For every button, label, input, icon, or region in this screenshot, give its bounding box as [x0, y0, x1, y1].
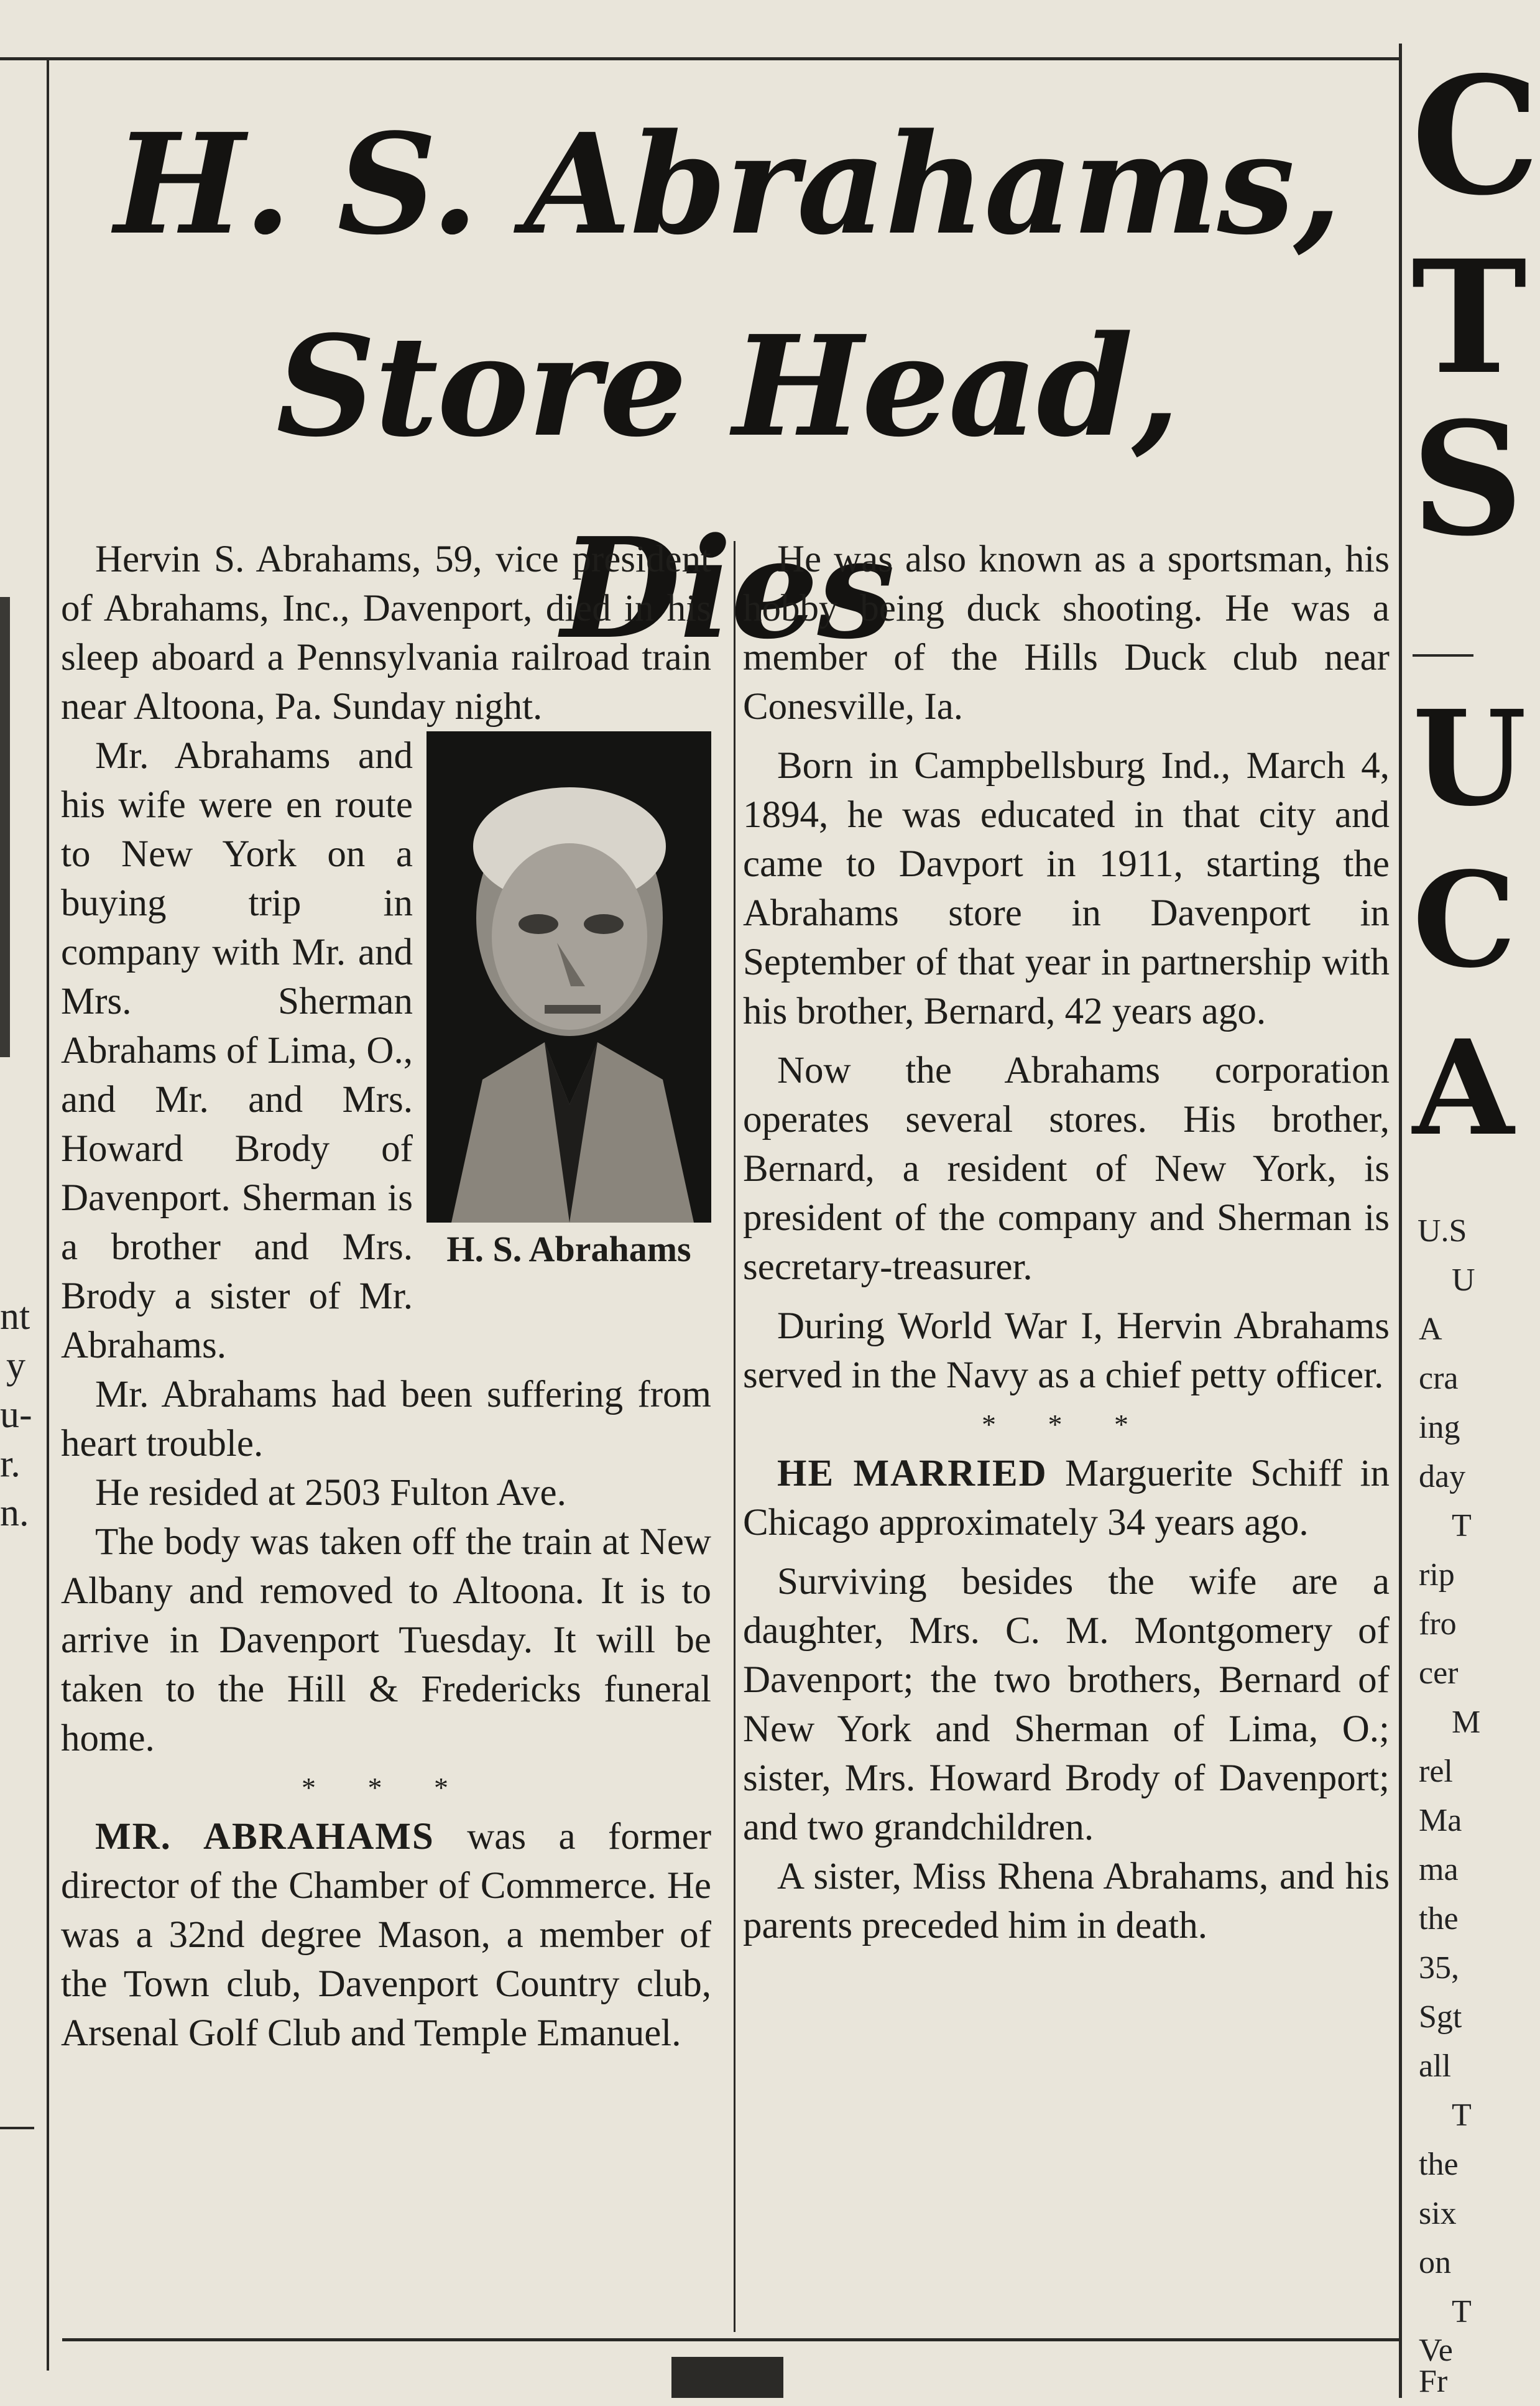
right-edge-fragment: U [1452, 1262, 1475, 1298]
paragraph [61, 1370, 711, 1468]
bottom-rule [62, 2338, 1399, 2341]
portrait-image [426, 731, 711, 1223]
section-stars: * * * [302, 1772, 471, 1803]
paragraph-text: The body was taken off the train at New Albany and removed to Altoona. It is to arrive in Davenport Tuesday. It will be taken to the Hill & Fredericks funeral home. [61, 1521, 711, 1759]
right-headline-fragment: U [1413, 682, 1527, 835]
right-headline-fragment: S [1411, 387, 1524, 570]
paragraph [743, 741, 1390, 1036]
paragraph [743, 1557, 1390, 1852]
paragraph [61, 1812, 711, 2058]
right-edge-fragment: cer [1419, 1655, 1459, 1691]
left-edge-fragment: nt [0, 1295, 30, 1338]
right-edge-fragment: the [1419, 1901, 1459, 1936]
paragraph-text: was a former director of the Chamber of Commerce. He was a 32nd degree Mason, a member of the Town club, Davenport Country club, Arsenal Golf Club and Temple Emanuel. [61, 1816, 712, 2054]
right-edge-fragment: Fr [1419, 2364, 1448, 2399]
paragraph-text: Mr. Abrahams and his wife were en route to New York on a buying trip in company with Mr. and Mrs. Sherman Abrahams of Lima, O., and Mr. and Mrs. Howard Brody of Davenport. Sherman is a brother and Mrs. Brody a sister of Mr. Abrahams. [61, 735, 413, 1366]
right-edge-fragment: T [1452, 2098, 1472, 2133]
paragraph-text: He was also known as a sportsman, his hobby being duck shooting. He was a member of the Hills Duck club near Conesville, Ia. [743, 539, 1390, 728]
right-headline-fragment: A [1413, 1011, 1514, 1165]
right-edge-fragment: ing [1419, 1410, 1460, 1445]
headline-line-2: Store Head, Dies [276, 306, 1179, 670]
paragraph-text: A sister, Miss Rhena Abrahams, and his parents preceded him in death. [743, 1856, 1390, 1946]
right-edge-fragment: T [1452, 1508, 1472, 1543]
paragraph [743, 1302, 1390, 1400]
section-stars: * * * [982, 1409, 1151, 1440]
paragraph [61, 535, 711, 731]
right-edge-fragment: all [1419, 2048, 1451, 2084]
paragraph [743, 1449, 1390, 1547]
left-edge-fragment: n. [0, 1492, 29, 1534]
paragraph-text: He resided at 2503 Fulton Ave. [95, 1472, 566, 1514]
paragraph-text: During World War I, Hervin Abrahams served in the Navy as a chief petty officer. [743, 1305, 1390, 1396]
left-edge-dark-bar [0, 597, 10, 1057]
right-edge-fragment: U.S [1418, 1213, 1467, 1249]
paragraph [61, 1468, 711, 1517]
right-edge-fragment: Ma [1419, 1803, 1462, 1838]
paragraph-text: Hervin S. Abrahams, 59, vice president of Abrahams, Inc., Davenport, died in his sleep aboard a Pennsylvania railroad train near Altoona, Pa. Sunday night. [61, 539, 711, 728]
right-headline-fragment: C [1413, 843, 1517, 997]
next-article-fragment [671, 2357, 783, 2398]
right-edge-fragment: fro [1419, 1606, 1457, 1642]
right-edge-fragment: M [1452, 1705, 1481, 1740]
right-headline-fragment: T [1411, 226, 1528, 409]
center-column-rule [734, 541, 735, 2332]
right-edge-fragment: ma [1419, 1852, 1459, 1887]
right-edge-fragment: Ve [1419, 2333, 1453, 2368]
right-edge-fragment: six [1419, 2196, 1457, 2231]
left-column-rule [47, 57, 49, 2371]
paragraph-lead: MR. ABRAHAMS [95, 1816, 435, 1858]
right-column-rule [1399, 44, 1402, 2398]
headline-line-1: H. S. Abrahams, [114, 104, 1340, 266]
right-edge-fragment: 35, [1419, 1950, 1459, 1986]
left-edge-fragment: y [6, 1344, 25, 1387]
portrait-photo [426, 731, 711, 1275]
left-edge-rule [0, 2127, 34, 2129]
paragraph-text: Born in Campbellsburg Ind., March 4, 1894, he was educated in that city and came to Davport in 1911, starting the Abrahams store in Davenport in September of that year in partnership with his brother, Bernard, 42 years ago. [743, 745, 1390, 1032]
paragraph-text: Now the Abrahams corporation operates several stores. His brother, Bernard, a resident of New York, is president of the company and Sherman is secretary-treasurer. [743, 1050, 1390, 1288]
paragraph-text: Mr. Abrahams had been suffering from heart trouble. [61, 1374, 711, 1464]
paragraph-text: Marguerite Schiff in Chicago approximately 34 years ago. [743, 1453, 1390, 1543]
left-edge-fragment: u- [0, 1394, 32, 1436]
right-edge-fragment: the [1419, 2147, 1459, 2182]
left-edge-fragment: r. [0, 1443, 21, 1485]
paragraph [61, 1517, 711, 1763]
article-column-left [61, 535, 711, 2058]
right-edge-fragment: rel [1419, 1754, 1453, 1789]
paragraph [743, 1852, 1390, 1950]
right-edge-fragment: Sgt [1419, 1999, 1462, 2035]
right-edge-fragment: rip [1419, 1557, 1455, 1593]
paragraph-lead: HE MARRIED [777, 1453, 1048, 1494]
right-edge-fragment: A [1419, 1312, 1442, 1347]
right-edge-fragment: day [1419, 1459, 1466, 1494]
right-section-rule [1413, 654, 1473, 657]
right-edge-fragment: cra [1419, 1361, 1459, 1396]
photo-caption: H. S. Abrahams [446, 1229, 691, 1269]
article-column-right [743, 535, 1390, 1950]
right-edge-fragment: on [1419, 2245, 1451, 2280]
right-edge-fragment: T [1452, 2294, 1472, 2330]
paragraph [743, 535, 1390, 731]
right-headline-fragment: C [1411, 42, 1540, 231]
top-rule [0, 57, 1399, 60]
paragraph-text: Surviving besides the wife are a daughter, Mrs. C. M. Montgomery of Davenport; the two brothers, Bernard of New York and Sherman of Lima, O.; sister, Mrs. Howard Brody of Davenport; and two grandchildren. [743, 1561, 1390, 1848]
paragraph [743, 1046, 1390, 1292]
